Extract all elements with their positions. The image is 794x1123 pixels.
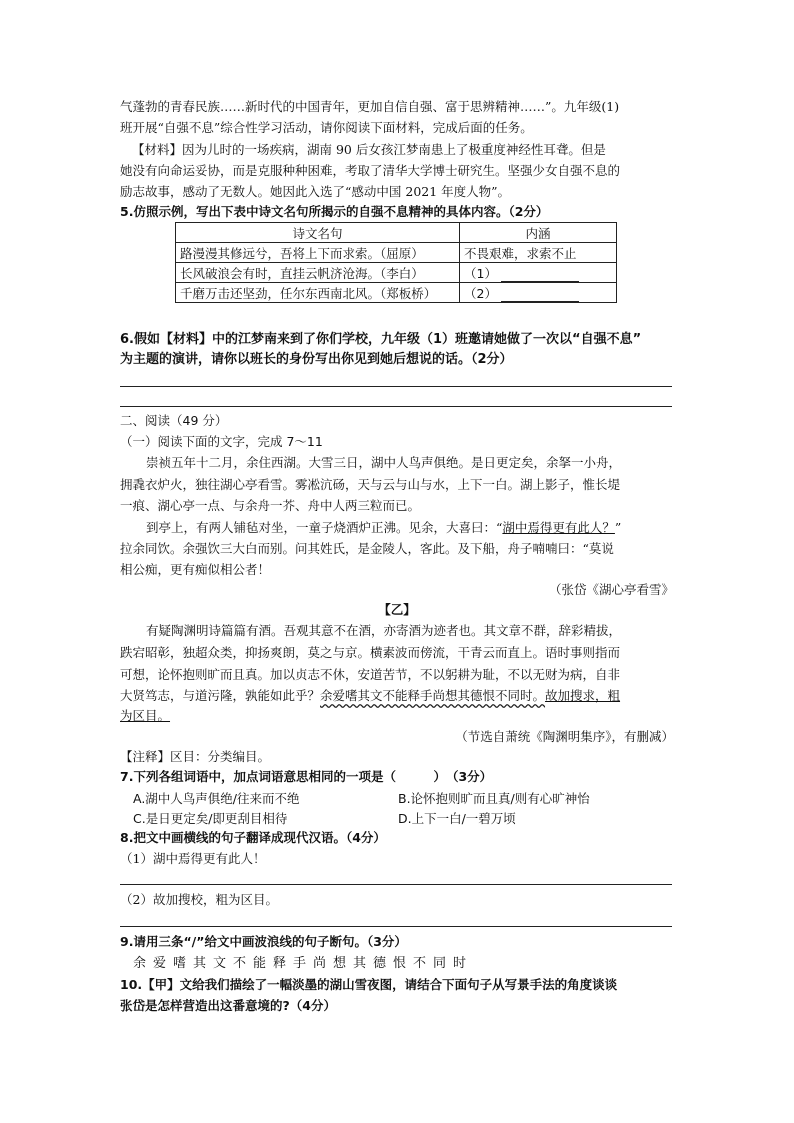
q7-option-c[interactable]: C.是日更定矣/即更刮目相待 [133,811,288,826]
yi-underlined-start: 故加搜求，粗 [545,688,621,703]
yi-line-4 [120,687,620,705]
answer-blank-2[interactable] [501,288,579,302]
q6-line-2: 为主题的演讲，请你以班长的身份写出你见到她后想说的话。（2分） [120,352,513,367]
q5-poem-3: 千磨万击还坚劲，任尔东西南北风。（郑板桥） [176,283,460,303]
jia-underlined-sentence: 湖中焉得更有此人？ [502,520,615,535]
annotation: 【注释】区目：分类编目。 [120,749,271,764]
yi-line-4-a: 大贤笃志，与道污隆，孰能如此乎？ [120,688,321,703]
q8-title: 8.把文中画横线的句子翻译成现代汉语。（4分） [120,830,386,845]
yi-line-3: 可想，论怀抱则旷而且真。加以贞志不休，安道苦节，不以躬耕为耻，不以无财为病，自非 [120,667,621,682]
intro-line-2: 班开展“自强不息”综合性学习活动，请你阅读下面材料，完成后面的任务。 [120,120,533,135]
answer-line[interactable] [120,884,672,885]
q5-header-poem: 诗文名句 [176,223,460,243]
answer-line[interactable] [120,926,672,927]
yi-line-2: 跌宕昭彰，独超众类，抑扬爽朗，莫之与京。横素波而傍流，干青云而直上。语时事则指而 [120,645,621,660]
q5-table [175,222,617,303]
intro-line-1: 气蓬勃的青春民族……新时代的中国青年，更加自信自强、富于思辨精神……”。九年级(1) [120,99,620,114]
q9-sentence: 余爱嗜其文不能释手尚想其德恨不同时 [133,956,474,971]
yi-line-5: 为区目。 [120,708,171,723]
yi-line-1: 有疑陶渊明诗篇篇有酒。吾观其意不在酒，亦寄酒为迹者也。其文章不群，辞彩精拔， [146,623,622,638]
jia-line-4-a: 到亭上，有两人铺毡对坐，一童子烧酒炉正沸。见余，大喜曰：“ [146,520,503,535]
q5-meaning-3: （2） [464,285,497,301]
q5-meaning-1: 不畏艰难，求索不止 [460,243,617,263]
material-line-2: 她没有向命运妥协，而是克服种种困难，考取了清华大学博士研究生。坚强少女自强不息的 [120,163,621,178]
jia-line-3: 一痕、湖心亭一点、与余舟一芥、舟中人两三粒而已。 [120,498,421,513]
q7-title: 7.下列各组词语中，加点词语意思相同的一项是（ ） （3分） [120,769,493,784]
q7-option-a[interactable]: A.湖中人鸟声俱绝/往来而不绝 [133,791,300,806]
q5-header-meaning: 内涵 [460,223,617,243]
material-line-1: 【材料】因为儿时的一场疾病，湖南 90 后女孩江梦南患上了极重度神经性耳聋。但是 [132,142,606,157]
q5-meaning-2: （1） [464,265,497,281]
q10-line-1: 10.【甲】文给我们描绘了一幅淡墨的湖山雪夜图，请结合下面句子从写景手法的角度谈谈 [120,977,618,992]
material-line-3: 励志故事，感动了无数人。她因此入选了“感动中国 2021 年度人物”。 [120,184,511,199]
jia-line-4-c: ” [614,520,622,535]
q7-option-d[interactable]: D.上下一白/一碧万顷 [398,811,516,826]
q5-meaning-cell-2[interactable] [460,263,617,283]
table-row [176,243,617,263]
jia-source: （张岱《湖心亭看雪》 [548,582,674,597]
q5-meaning-cell-3[interactable] [460,283,617,303]
q8-sentence-1: （1）湖中焉得更有此人！ [120,851,266,866]
section-2-subtitle: （一）阅读下面的文字，完成 7～11 [120,434,323,449]
q7-option-b[interactable]: B.论怀抱则旷而且真/则有心旷神怡 [398,791,590,806]
table-row [176,283,617,303]
q6-line-1: 6.假如【材料】中的江梦南来到了你们学校，九年级（1）班邀请她做了一次以“自强不息” [120,332,642,347]
yi-wavy-sentence: 余爱嗜其文不能释手尚想其德恨不同时。 [320,688,546,703]
answer-line[interactable] [120,386,672,387]
q9-title: 9.请用三条“/”给文中画波浪线的句子断句。（3分） [120,934,407,949]
q8-sentence-2: （2）故加搜校，粗为区目。 [120,892,278,907]
section-2-title: 二、阅读（49 分） [120,413,228,428]
jia-line-1: 崇祯五年十二月，余住西湖。大雪三日，湖中人鸟声俱绝。是日更定矣，余拏一小舟， [146,455,622,470]
answer-line[interactable] [120,406,672,407]
answer-blank-1[interactable] [501,268,579,282]
yi-source: （节选自萧统《陶渊明集序》，有删减） [455,729,674,744]
table-row [176,263,617,283]
q5-poem-2: 长风破浪会有时，直挂云帆济沧海。（李白） [176,263,460,283]
q5-title: 5.仿照示例，写出下表中诗文名句所揭示的自强不息精神的具体内容。（2分） [120,204,549,219]
q10-line-2: 张岱是怎样营造出这番意境的?（4分） [120,998,336,1013]
jia-line-5: 拉余同饮。余强饮三大白而别。问其姓氏，是金陵人，客此。及下船，舟子喃喃曰：“莫说 [120,541,614,556]
yi-title: 【乙】 [378,602,416,617]
q5-poem-1: 路漫漫其修远兮，吾将上下而求索。（屈原） [176,243,460,263]
jia-line-6: 相公痴，更有痴似相公者！ [120,562,271,577]
jia-line-2: 拥毳衣炉火，独往湖心亭看雪。雾凇沆砀，天与云与山与水，上下一白。湖上影子，惟长堤 [120,477,621,492]
jia-line-4 [146,519,621,537]
